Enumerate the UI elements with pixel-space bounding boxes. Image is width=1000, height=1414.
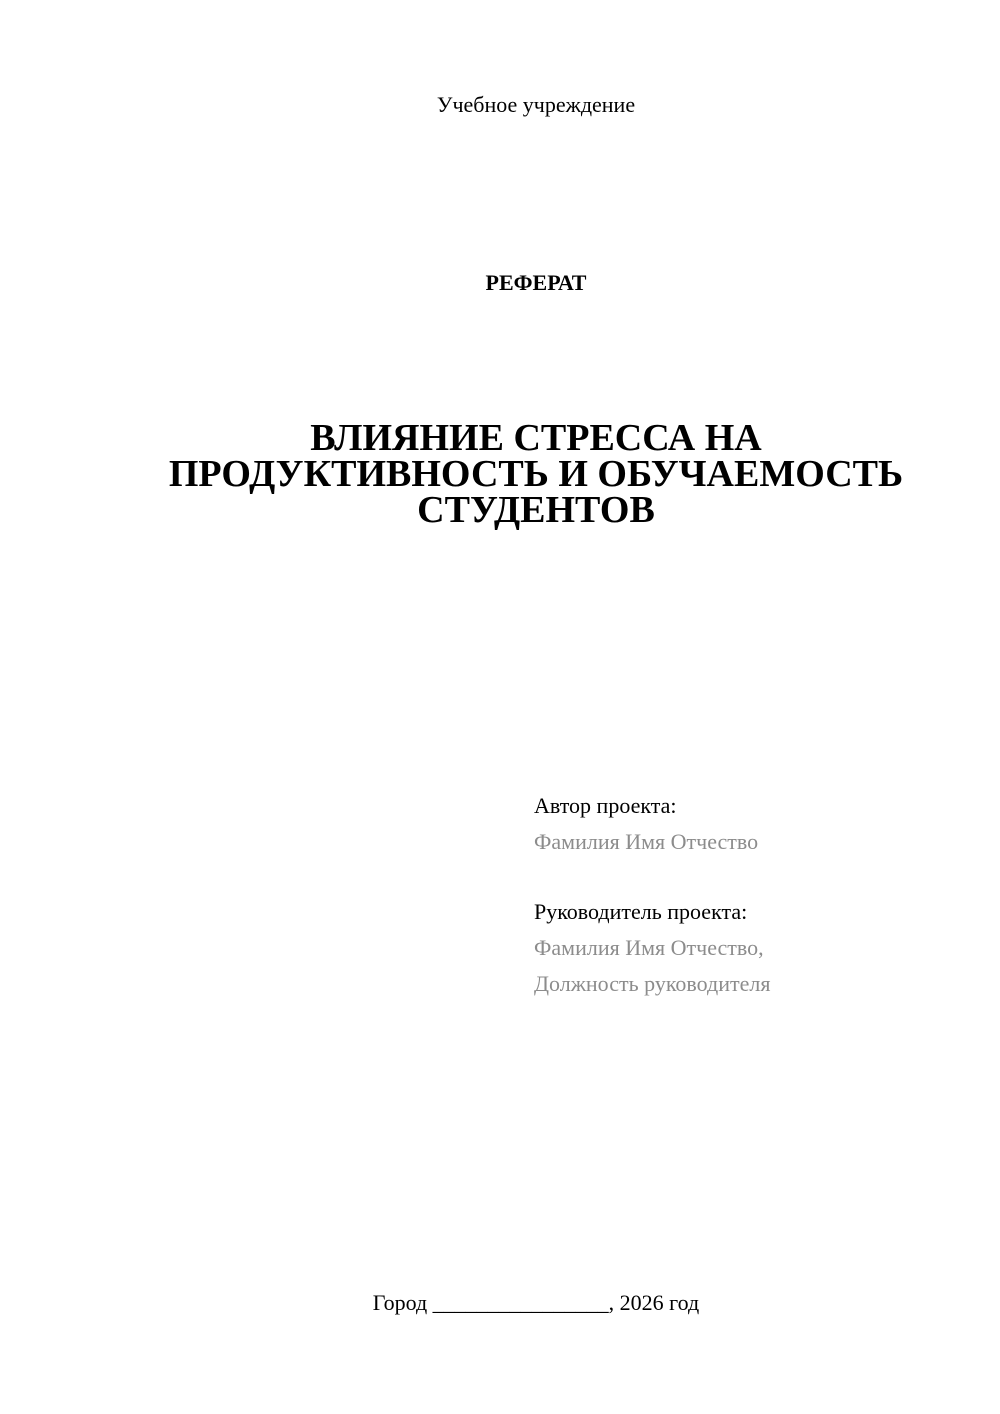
document-title: [0, 417, 1000, 531]
title-line: СТУДЕНТОВ: [417, 489, 655, 531]
document-type: РЕФЕРАТ: [485, 270, 587, 295]
title-line: ВЛИЯНИЕ СТРЕССА НА: [310, 417, 762, 459]
institution-name: Учебное учреждение: [436, 92, 636, 117]
supervisor-name-placeholder: Фамилия Имя Отчество,: [534, 935, 764, 960]
supervisor-position-placeholder: Должность руководителя: [534, 971, 771, 996]
author-name-placeholder: Фамилия Имя Отчество: [534, 829, 759, 854]
city-year-line: Город ________________, 2026 год: [372, 1290, 700, 1315]
title-line: ПРОДУКТИВНОСТЬ И ОБУЧАЕМОСТЬ: [168, 453, 904, 495]
author-label: Автор проекта:: [534, 793, 677, 818]
supervisor-label: Руководитель проекта:: [534, 899, 748, 924]
spacer: [534, 860, 974, 894]
authors-block: [534, 788, 974, 1002]
